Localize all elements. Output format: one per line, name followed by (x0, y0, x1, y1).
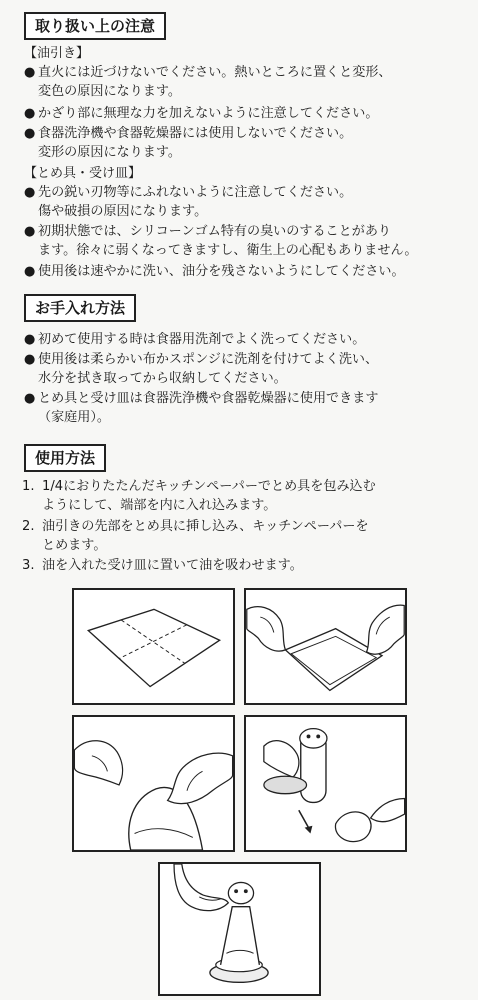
caution-text-cont: 傷や破損の原因になります。 (38, 204, 208, 219)
step-number: 1. (22, 479, 35, 494)
care-item (24, 389, 470, 427)
bullet-mark: ● (24, 264, 36, 279)
caution-text: 初期状態では、シリコーンゴム特有の臭いのすることがあり (38, 224, 392, 239)
caution-text: かざり部に無理な力を加えないように注意してください。 (38, 106, 379, 121)
caution-item (24, 63, 470, 101)
caution-item (24, 104, 470, 123)
care-item (24, 330, 470, 349)
usage-step (22, 556, 472, 575)
step-text-cont: とめます。 (42, 538, 107, 553)
bullet-mark: ● (24, 224, 36, 239)
usage-step (22, 517, 472, 555)
oil-brush-label: 【油引き】 (24, 46, 90, 61)
caution-text: 食器洗浄機や食器乾燥器には使用しないでください。 (38, 126, 353, 141)
care-text: とめ具と受け皿は食器洗浄機や食器乾燥器に使用できます (38, 391, 379, 406)
care-text: 初めて使用する時は食器用洗剤でよく洗ってください。 (38, 332, 366, 347)
caution-item (24, 124, 470, 162)
caution-item (24, 262, 470, 281)
caution-item (24, 222, 470, 260)
care-text-cont: 水分を拭き取ってから収納してください。 (38, 371, 287, 386)
caution-text: 使用後は速やかに洗い、油分を残さないようにしてください。 (38, 264, 405, 279)
caution-text: 先の鋭い刃物等にふれないように注意してください。 (38, 185, 353, 200)
brush-in-dish-illustration (158, 862, 321, 996)
care-text: 使用後は柔らかい布かスポンジに洗剤を付けてよく洗い、 (38, 352, 379, 367)
caution-text-cont: 変形の原因になります。 (38, 145, 181, 160)
care-item (24, 350, 470, 388)
usage-heading: 使用方法 (24, 444, 106, 472)
cautions-heading: 取り扱い上の注意 (24, 12, 166, 40)
step-text: 油引きの先部をとめ具に挿し込み、キッチンペーパーを (42, 519, 369, 534)
inserting-brush-illustration (244, 715, 407, 852)
bullet-mark: ● (24, 106, 36, 121)
hands-folding-paper-illustration (244, 588, 407, 705)
step-number: 2. (22, 519, 35, 534)
holder-label: 【とめ具・受け皿】 (24, 166, 142, 181)
bullet-mark: ● (24, 391, 36, 406)
bullet-mark: ● (24, 185, 36, 200)
step-number: 3. (22, 558, 35, 573)
bullet-mark: ● (24, 332, 36, 347)
bullet-mark: ● (24, 126, 36, 141)
caution-text-cont: 変色の原因になります。 (38, 84, 181, 99)
care-heading: お手入れ方法 (24, 294, 136, 322)
caution-text-cont: ます。徐々に弱くなってきますし、衛生上の心配もありません。 (38, 243, 418, 258)
step-text: 油を入れた受け皿に置いて油を吸わせます。 (42, 558, 303, 573)
bullet-mark: ● (24, 65, 36, 80)
bullet-mark: ● (24, 352, 36, 367)
caution-text: 直火には近づけないでください。熱いところに置くと変形、 (38, 65, 392, 80)
usage-step (22, 477, 472, 515)
folded-paper-illustration (72, 588, 235, 705)
step-text: 1/4におりたたんだキッチンペーパーでとめ具を包み込む (42, 479, 376, 494)
caution-item (24, 183, 470, 221)
care-text-cont: （家庭用）。 (38, 410, 111, 425)
hands-wrapping-holder-illustration (72, 715, 235, 852)
step-text-cont: ようにして、端部を内に入れ込みます。 (42, 498, 277, 513)
